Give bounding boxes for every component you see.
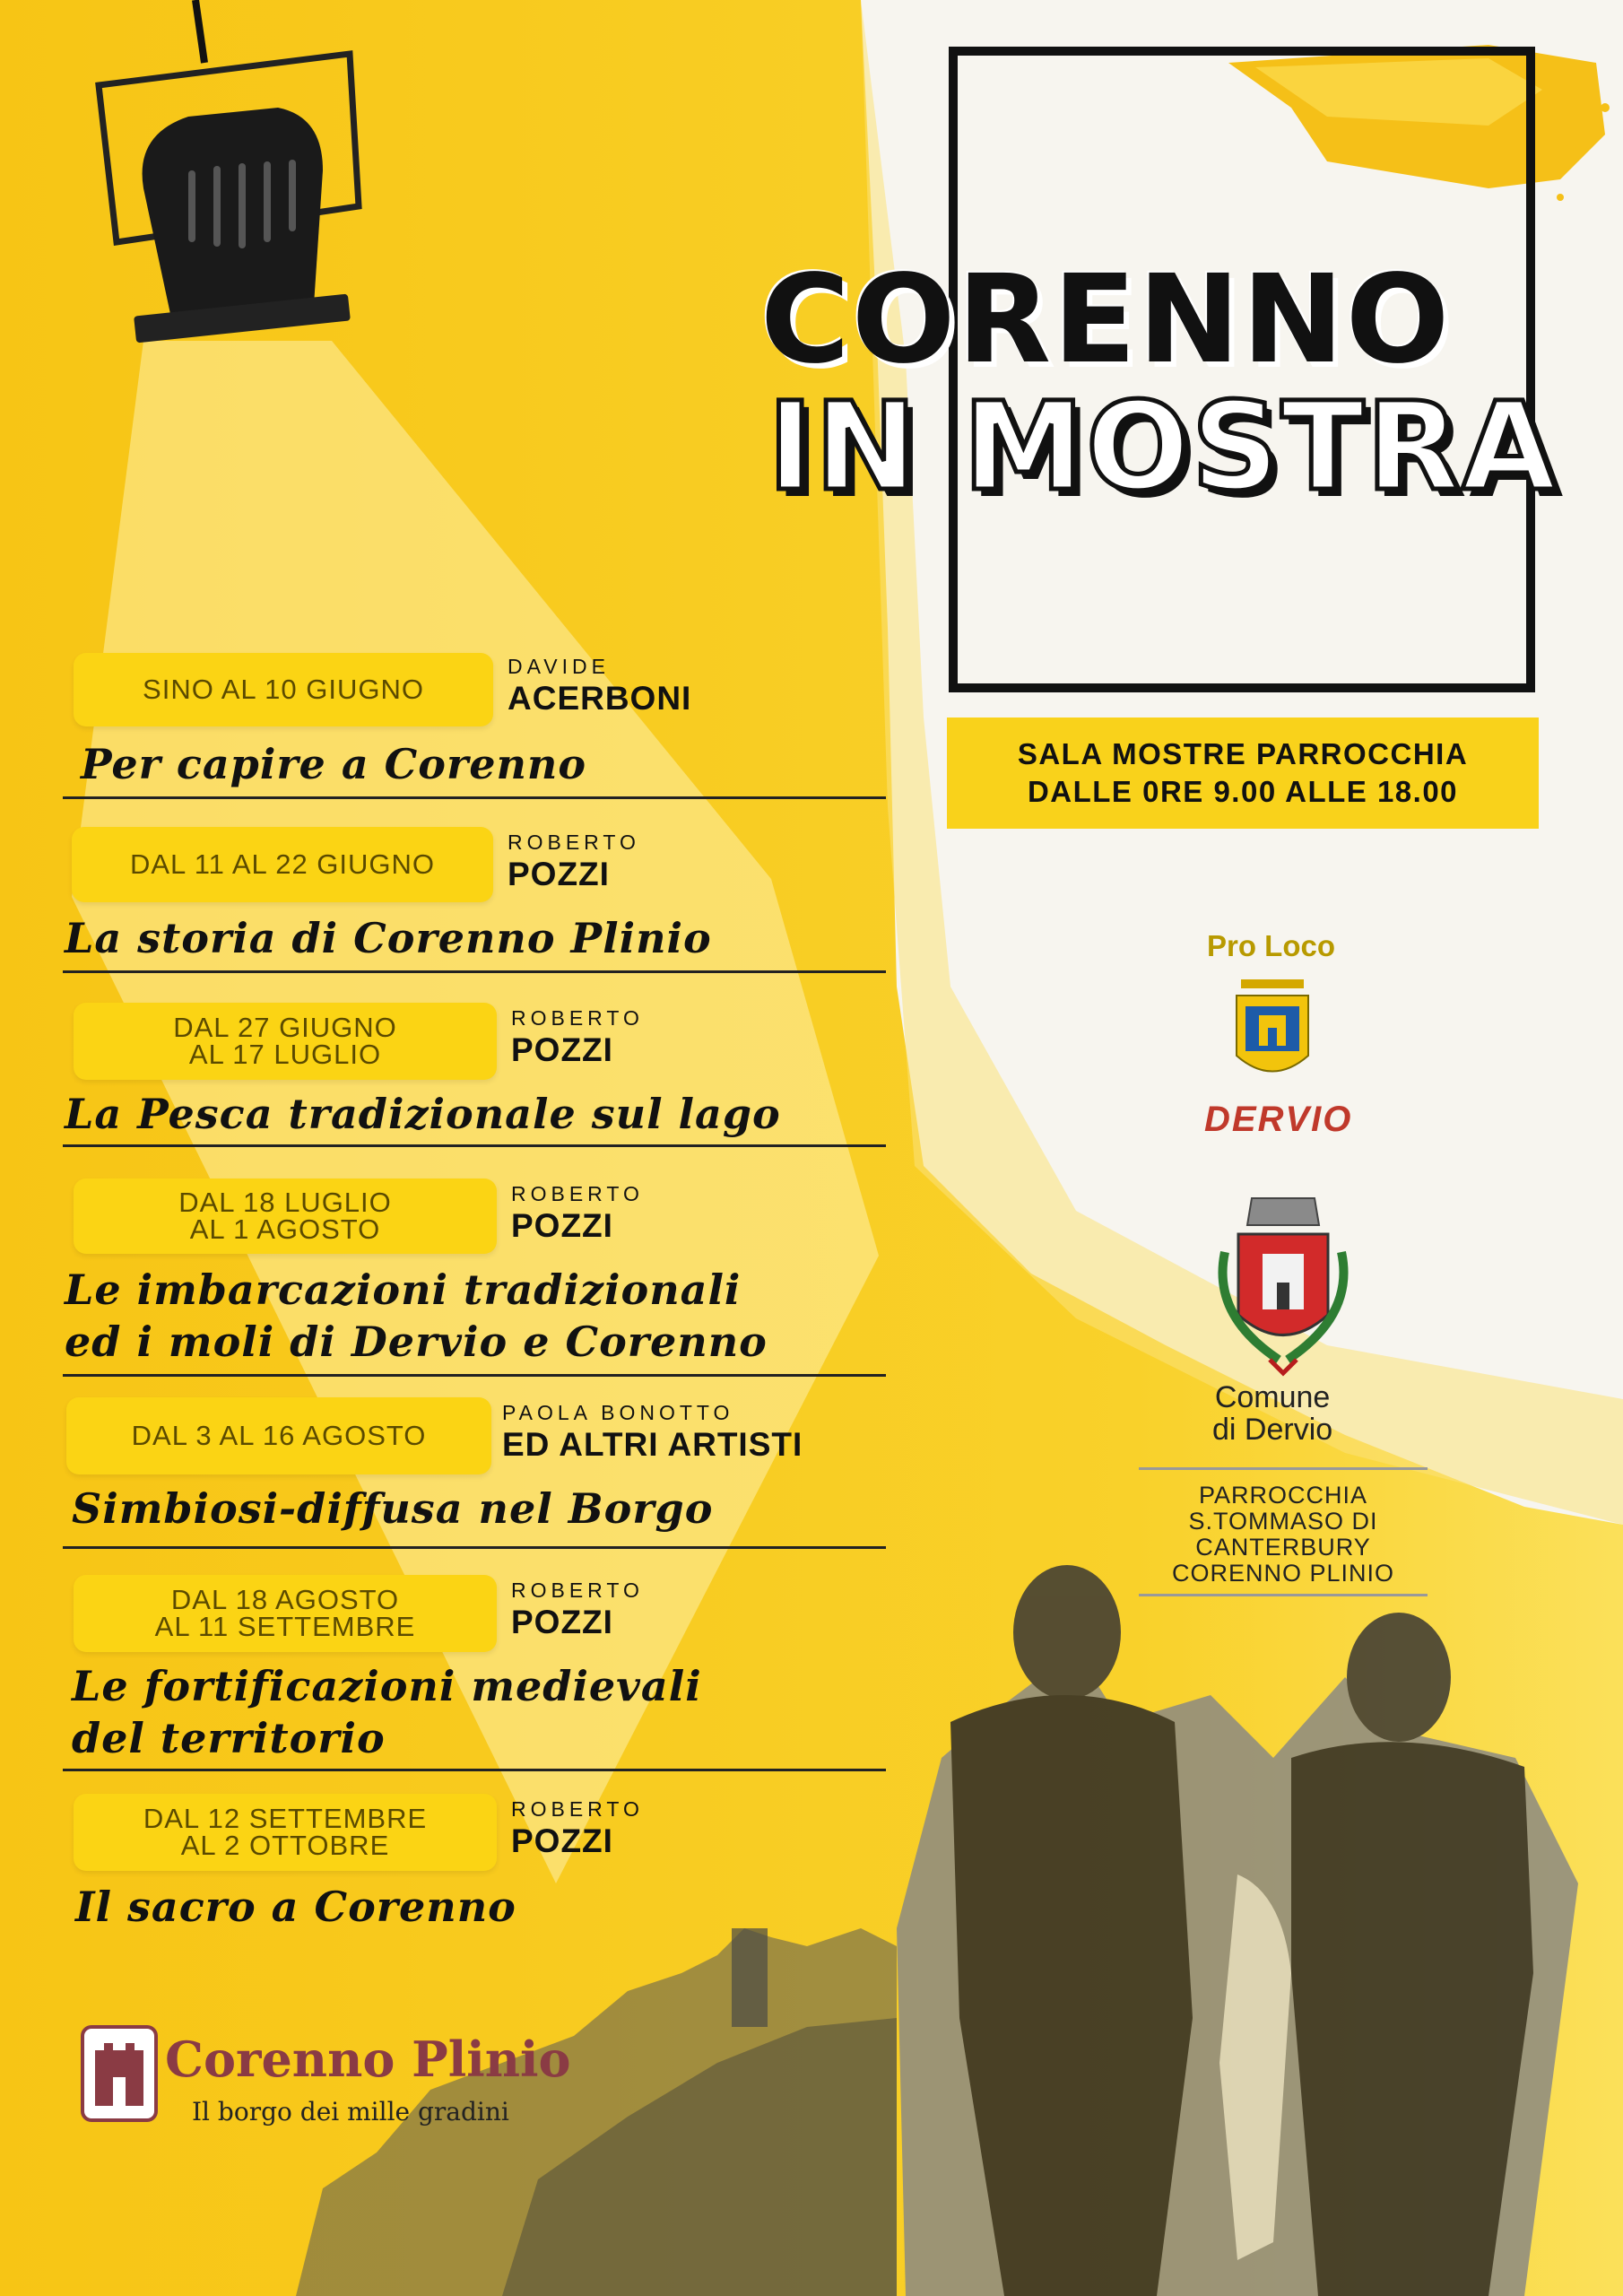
exhibition-title: La Pesca tradizionale sul lago <box>65 1090 781 1138</box>
exhibition-title: Simbiosi-diffusa nel Borgo <box>72 1484 714 1533</box>
artist-first-name: ROBERTO <box>508 831 640 854</box>
event-date-line: DAL 18 LUGLIO <box>178 1187 392 1218</box>
comune-crest-icon <box>1207 1189 1359 1387</box>
event-date-line: DAL 3 AL 16 AGOSTO <box>131 1420 427 1451</box>
event-date-line: SINO AL 10 GIUGNO <box>143 674 424 705</box>
artist-last-name: ED ALTRI ARTISTI <box>502 1426 803 1463</box>
event-date <box>74 1575 497 1652</box>
proloco-label: Pro Loco <box>1207 929 1336 962</box>
comune-line-2: di Dervio <box>1212 1413 1333 1447</box>
artist-last-name: ACERBONI <box>508 680 692 717</box>
artist-first-name: ROBERTO <box>511 1006 644 1030</box>
comune-label <box>1212 1381 1332 1446</box>
event-date <box>74 653 493 726</box>
artist-last-name: POZZI <box>511 1031 613 1068</box>
event-date-line: DAL 18 AGOSTO <box>170 1584 400 1615</box>
spotlight-icon <box>90 0 377 377</box>
event-divider <box>63 970 886 973</box>
parrocchia-label <box>1139 1467 1428 1596</box>
venue-line-1: SALA MOSTRE PARROCCHIA <box>1017 737 1469 770</box>
event-divider <box>63 796 886 799</box>
artist-last-name: POZZI <box>511 1207 613 1244</box>
parrocchia-line: CORENNO PLINIO <box>1171 1560 1395 1587</box>
exhibition-title: Per capire a Corenno <box>81 740 587 788</box>
venue-banner <box>947 718 1539 829</box>
artist-first-name: ROBERTO <box>511 1182 644 1205</box>
artist-last-name: POZZI <box>508 856 610 892</box>
corenno-castle-icon <box>79 2023 160 2124</box>
parrocchia-line: PARROCCHIA <box>1198 1482 1368 1509</box>
artist-first-name: ROBERTO <box>511 1797 644 1821</box>
parrocchia-line: CANTERBURY <box>1195 1534 1371 1561</box>
event-date <box>74 1003 497 1080</box>
exhibition-title: del territorio <box>72 1714 386 1762</box>
event-date-line: DAL 12 SETTEMBRE <box>143 1803 428 1834</box>
event-date-line: DAL 11 AL 22 GIUGNO <box>129 848 436 880</box>
exhibition-title: ed i moli di Dervio e Corenno <box>65 1318 768 1366</box>
exhibition-title: Il sacro a Corenno <box>75 1883 516 1931</box>
artist-first-name: DAVIDE <box>508 655 610 678</box>
event-date-line: DAL 27 GIUGNO <box>173 1012 397 1043</box>
proloco-crest-icon <box>1232 970 1313 1087</box>
exhibition-title: Le imbarcazioni tradizionali <box>65 1265 742 1314</box>
venue-line-2: DALLE 0RE 9.00 ALLE 18.00 <box>1027 775 1459 808</box>
event-divider <box>63 1374 886 1377</box>
artist-last-name: POZZI <box>511 1822 613 1859</box>
exhibition-title: Le fortificazioni medievali <box>72 1662 702 1710</box>
event-date-line: AL 2 OTTOBRE <box>180 1830 390 1861</box>
corenno-plinio-logo-name: Corenno Plinio <box>165 2031 571 2088</box>
comune-line-1: Comune <box>1214 1380 1331 1414</box>
event-divider <box>63 1769 886 1771</box>
artist-last-name: POZZI <box>511 1604 613 1640</box>
parrocchia-line: S.TOMMASO DI <box>1188 1508 1378 1535</box>
artist-first-name: ROBERTO <box>511 1578 644 1602</box>
event-date-line: AL 1 AGOSTO <box>189 1213 381 1245</box>
event-divider <box>63 1144 886 1147</box>
event-date <box>74 1178 497 1254</box>
event-date <box>66 1397 491 1474</box>
event-divider <box>63 1546 886 1549</box>
title-line-1: CORENNO <box>760 249 1452 391</box>
event-date <box>72 827 493 902</box>
corenno-plinio-tagline: Il borgo dei mille gradini <box>192 2097 509 2126</box>
event-date-line: AL 11 SETTEMBRE <box>154 1611 416 1642</box>
exhibition-title: La storia di Corenno Plinio <box>65 914 712 962</box>
artist-first-name: PAOLA BONOTTO <box>502 1401 734 1424</box>
dervio-logo-text: DERVIO <box>1204 1100 1353 1139</box>
title-line-2: IN MOSTRA <box>768 377 1558 518</box>
event-date <box>74 1794 497 1871</box>
event-date-line: AL 17 LUGLIO <box>188 1039 382 1070</box>
